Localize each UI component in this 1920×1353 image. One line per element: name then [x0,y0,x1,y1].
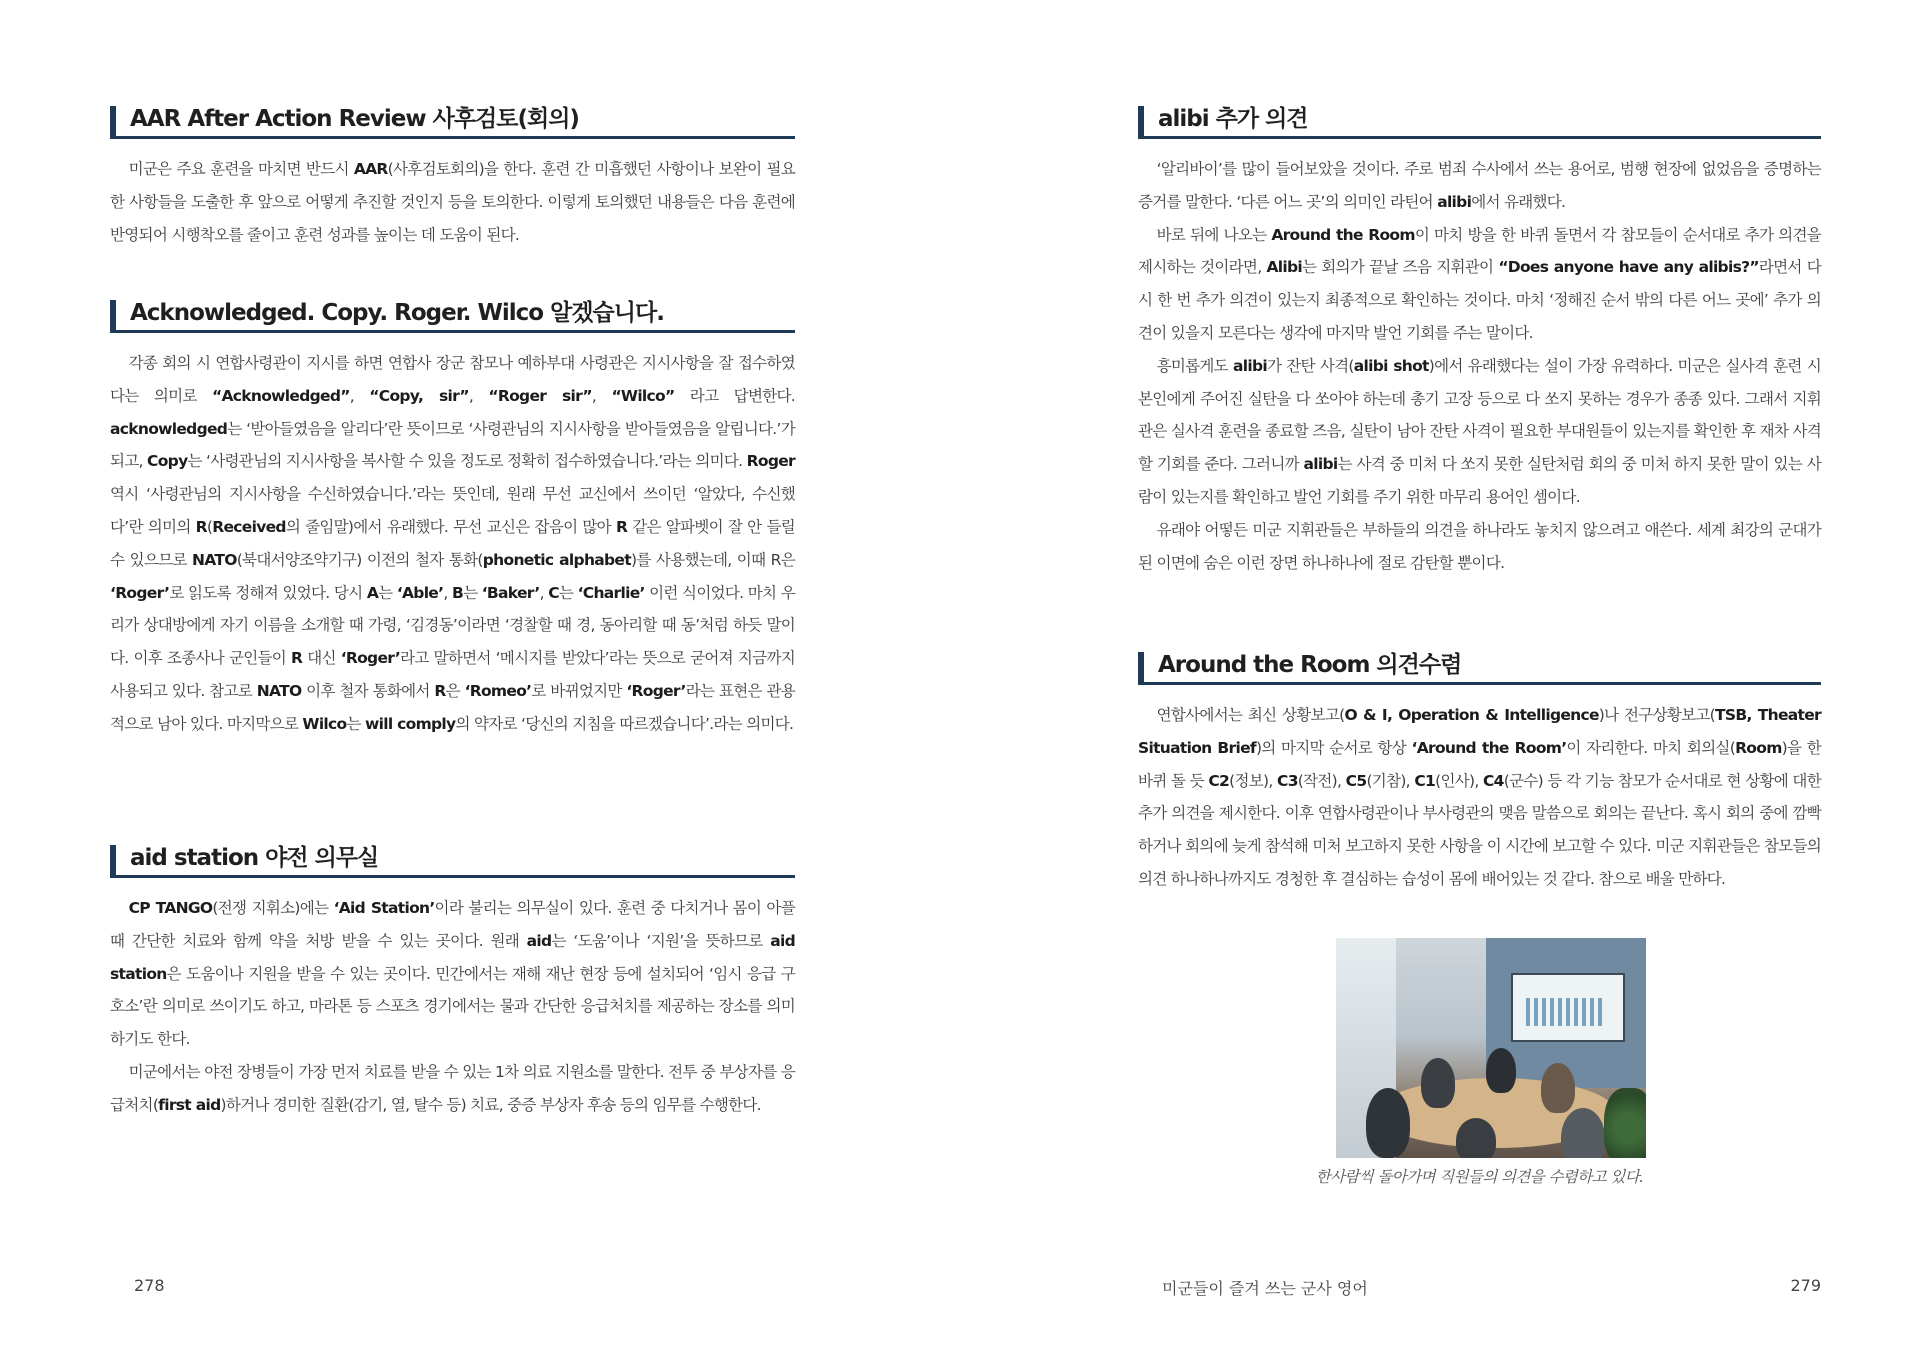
text-run: 로 읽도록 정해져 있었다. 당시 [169,583,367,602]
emphasis-term: TSB, Theater Situation Brief [1138,706,1821,757]
section-alibi [1138,104,1821,579]
text-run: 은 도움이나 지원을 받을 수 있는 곳이다. 민간에서는 재해 재난 현장 등에 설치되어 ‘임시 응급 구호소’란 의미로 쓰이기도 하고, 마라톤 등 스포츠 경기에서는 물과 간단한 응급처치를 제공하는 장소를 의미하기도 한다. [110,964,795,1049]
section-around-the-room [1138,650,1821,896]
section-body [1138,153,1821,579]
section-body [110,153,795,251]
emphasis-term: alibi shot [1353,356,1429,375]
page-number-left: 278 [134,1276,165,1295]
text-run: 은 [445,681,465,700]
text-run: 이런 식이었다. 마치 우리가 상대방에게 자기 이름을 소개할 때 가령, ‘김경동’이라면 ‘경찰할 때 경, 동아리할 때 동’처럼 하듯 말이다. 이후 조종사나 군인들이 [110,583,795,668]
text-run: , [468,386,489,405]
text-run: 는 [558,583,578,602]
text-run: )하거나 경미한 질환(감기, 열, 탈수 등) 치료, 중증 부상자 후송 등의 임무를 수행한다. [220,1095,761,1114]
emphasis-term: “Copy, sir” [369,386,469,405]
emphasis-term: “Roger sir” [488,386,592,405]
text-run: 는 [346,714,365,733]
emphasis-term: R [615,517,628,536]
emphasis-term: ‘Roger’ [626,681,686,700]
section-aar [110,104,795,251]
emphasis-term: aid station [110,931,795,983]
emphasis-term: NATO [256,681,302,700]
emphasis-term: ‘Around the Room’ [1411,738,1567,757]
text-run: 는 사격 중 미처 다 쏘지 못한 실탄처럼 회의 중 미처 하지 못한 말이 있는 사람이 있는지를 확인하고 발언 기회를 주기 위한 마무리 용어인 셈이다. [1138,455,1821,506]
text-run: 는 ‘받아들였음을 알리다’란 뜻이므로 ‘사령관님의 지시사항을 받아들였음을 알립니다.’가 되고, [110,419,795,471]
emphasis-term: ‘Baker’ [481,583,540,602]
text-run: 는 [463,583,482,602]
text-run: 대신 [302,649,341,668]
emphasis-term: ‘Romeo’ [464,681,532,700]
emphasis-term: ‘Able’ [396,583,444,602]
section-body [110,892,795,1122]
text-run: 라면서 다시 한 번 추가 의견이 있는지 최종적으로 확인하는 것이다. 마치 ‘정해진 순서 밖의 다른 어느 곳에’ 추가 의견이 있을지 모른다는 생각에 마지막 발언 기회를 주는 말이다. [1138,258,1821,342]
text-run: 의 약자로 ‘당신의 지침을 따르겠습니다’.라는 의미다. [455,714,794,733]
text-run: , [443,583,452,602]
emphasis-term: ‘Roger’ [340,649,401,668]
emphasis-term: ‘Aid Station’ [333,899,435,917]
text-run: )나 전구상황보고( [1598,706,1716,724]
text-run: 의 줄임말)에서 유래했다. 무선 교신은 잡음이 많아 [285,517,616,536]
text-run: 역시 ‘사령관님의 지시사항을 수신하였습니다.’라는 뜻인데, 원래 무선 교신에서 쓰이던 ‘알았다, 수신했다’란 의미의 [110,485,795,536]
meeting-photo [1336,938,1646,1158]
emphasis-term: R [291,649,303,668]
section-title: alibi 추가 의견 [1158,106,1308,132]
paragraph [110,892,795,1056]
emphasis-term: C3 [1277,771,1298,790]
section-title: Around the Room 의견수렴 [1158,652,1462,678]
emphasis-term: first aid [158,1095,221,1114]
text-run: 이 마치 방을 한 바퀴 돌면서 각 참모들이 순서대로 추가 의견을 제시하는 것이라면, [1138,225,1821,277]
text-run: , [591,386,612,405]
paragraph [1138,219,1821,350]
emphasis-term: “Wilco” [611,386,675,405]
text-run: (전쟁 지휘소)에는 [212,899,334,917]
emphasis-term: Around the Room [1271,225,1415,244]
emphasis-term: Alibi [1266,258,1302,277]
text-run: 이라 불리는 의무실이 있다. 훈련 중 다치거나 몸이 아플 때 간단한 치료와 함께 약을 처방 받을 수 있는 곳이다. 원래 [110,899,795,950]
emphasis-term: Received [212,517,286,536]
section-title: Acknowledged. Copy. Roger. Wilco 알겠습니다. [130,300,664,326]
text-run: 라는 표현은 관용적으로 남아 있다. 마지막으로 [110,681,795,733]
text-run: 라고 말하면서 ‘메시지를 받았다’라는 뜻으로 굳어져 지금까지 사용되고 있다. 참고로 [110,649,795,700]
emphasis-term: alibi [1232,356,1267,375]
paragraph [1138,699,1821,896]
text-run: 로 바뀌었지만 [531,681,627,700]
section-title: AAR After Action Review 사후검토(회의) [130,106,579,132]
text-run: 이 자리한다. 마치 회의실( [1566,738,1736,757]
emphasis-term: A [366,583,379,602]
paragraph [1138,350,1821,514]
text-run: 는 ‘도움’이나 ‘지원’을 뜻하므로 [551,931,771,950]
text-run: 미군은 주요 훈련을 마치면 반드시 [128,160,354,178]
section-heading [110,298,795,333]
emphasis-term: ‘Charlie’ [577,583,645,602]
text-run: ‘알리바이’를 많이 들어보았을 것이다. 주로 범죄 수사에서 쓰는 용어로, 범행 현장에 없었음을 증명하는 증거를 말한다. ‘다른 어느 곳’의 의미인 라틴어 [1138,160,1821,211]
section-body [110,347,795,741]
section-heading [110,104,795,139]
emphasis-term: will comply [365,714,456,733]
emphasis-term: aid [526,931,552,950]
text-run: (북대서양조약기구) 이전의 철자 통화( [236,550,483,569]
emphasis-term: “Does anyone have any alibis?” [1498,258,1759,277]
emphasis-term: C1 [1414,771,1436,790]
right-page [1138,0,1821,1353]
photo-person [1421,1058,1455,1108]
section-acknowledged [110,298,795,741]
text-run: )에서 유래했다는 설이 가장 유력하다. 미군은 실사격 훈련 시 본인에게 주어진 실탄을 다 쏘아야 하는데 총기 고장 등으로 다 쏘지 못하는 경우가 종종 있다. 그래서 지휘관은 실사격 훈련을 종료할 즈음, 실탄이 남아 잔탄 사격이 필요한 부대원들이 있는지를 확인한 후 재차 사격할 기회를 준다. 그러니까 [1138,356,1821,474]
paragraph [110,153,795,251]
text-run: 가 잔탄 사격( [1266,356,1354,375]
section-title: aid station 야전 의무실 [130,845,379,871]
text-run: 이후 철자 통화에서 [301,681,435,700]
emphasis-term: NATO [191,550,237,569]
paragraph [1138,153,1821,219]
text-run: 미군에서는 야전 장병들이 가장 먼저 치료를 받을 수 있는 1차 의료 지원소를 말한다. 전투 중 부상자를 응급처치( [110,1062,795,1114]
section-aid-station [110,843,795,1122]
text-run: 는 [378,583,397,602]
text-run: )를 사용했는데, 이때 R은 [630,550,795,569]
emphasis-term: Copy [147,452,188,471]
photo-screen-chart [1526,998,1606,1026]
text-run: , [349,386,370,405]
emphasis-term: R [434,681,446,700]
emphasis-term: C2 [1208,771,1230,790]
figure-caption: 한사람씩 돌아가며 직원들의 의견을 수렴하고 있다. [1315,1168,1644,1186]
photo-plant [1604,1088,1646,1158]
text-run: (작전), [1297,771,1346,790]
emphasis-term: C4 [1482,771,1504,790]
section-heading [1138,650,1821,685]
emphasis-term: alibi [1437,192,1472,211]
emphasis-term: ‘Roger’ [110,583,170,602]
emphasis-term: R [195,517,207,536]
emphasis-term: acknowledged [110,419,228,438]
text-run: (기참), [1366,771,1415,790]
section-heading [1138,104,1821,139]
emphasis-term: C5 [1345,771,1367,790]
text-run: , [539,583,549,602]
text-run: 는 ‘사령관님의 지시사항을 복사할 수 있을 정도로 정확히 접수하였습니다.’라는 의미다. [187,452,747,471]
paragraph [110,1056,795,1122]
emphasis-term: phonetic alphabet [482,550,631,569]
photo-person [1541,1063,1575,1113]
text-run: 에서 유래했다. [1471,192,1566,211]
text-run: )을 한 바퀴 돌 듯 [1138,738,1821,790]
text-run: ( [206,517,213,536]
photo-person [1366,1088,1410,1158]
text-run: 는 회의가 끝날 즈음 지휘관이 [1301,258,1499,277]
emphasis-term: B [451,583,464,602]
emphasis-term: Room [1735,738,1782,757]
photo-person [1456,1118,1496,1158]
text-run: (사후검토회의)을 한다. 훈련 간 미흡했던 사항이나 보완이 필요한 사항들을 도출한 후 앞으로 어떻게 추진할 것인지 등을 토의한다. 이렇게 토의했던 내용들은 다음 훈련에 반영되어 시행착오를 줄이고 훈련 성과를 높이는 데 도움이 된다. [110,160,795,244]
paragraph [110,347,795,741]
text-run: 라고 답변한다. [674,386,795,405]
emphasis-term: CP TANGO [128,899,213,917]
page-number-right: 279 [1790,1276,1821,1295]
left-page [110,0,795,1353]
emphasis-term: C [548,583,559,602]
text-run: )의 마지막 순서로 항상 [1255,738,1412,757]
emphasis-term: “Acknowledged” [212,386,350,405]
section-body [1138,699,1821,896]
text-run: (인사), [1435,771,1483,790]
text-run: 유래야 어떻든 미군 지휘관들은 부하들의 의견을 하나라도 놓치지 않으려고 애쓴다. 세계 최강의 군대가 된 이면에 숨은 이런 장면 하나하나에 절로 감탄할 뿐이다. [1138,520,1821,572]
text-run: 연합사에서는 최신 상황보고( [1156,706,1345,724]
running-title: 미군들이 즐겨 쓰는 군사 영어 [1162,1279,1368,1298]
text-run: (군수) 등 각 기능 참모가 순서대로 현 상황에 대한 추가 의견을 제시한다. 이후 연합사령관이나 부사령관의 맺음 말씀으로 회의는 끝난다. 혹시 회의 중에 깜빡하거나 회의에 늦게 참석해 미처 보고하지 못한 사항을 이 시간에 보고할 수 있다. 미군 지휘관들은 참모들의 의견 하나하나까지도 경청한 후 결심하는 습성이 몸에 배어있는 것 같다. 참으로 배울 만하다. [1138,771,1821,888]
emphasis-term: alibi [1303,455,1338,474]
text-run: 각종 회의 시 연합사령관이 지시를 하면 연합사 장군 참모나 예하부대 사령관은 지시사항을 잘 접수하였다는 의미로 [110,354,795,405]
emphasis-term: Roger [746,452,795,471]
emphasis-term: AAR [353,160,388,178]
emphasis-term: O & I, Operation & Intelligence [1344,706,1599,724]
text-run: (정보), [1229,771,1278,790]
emphasis-term: Wilco [302,714,347,733]
photo-person [1486,1048,1516,1093]
paragraph [1138,514,1821,580]
text-run: 바로 뒤에 나오는 [1156,225,1272,244]
section-heading [110,843,795,878]
text-run: 같은 알파벳이 잘 안 들릴 수 있으므로 [110,517,796,569]
text-run: 흥미롭게도 [1156,356,1233,375]
